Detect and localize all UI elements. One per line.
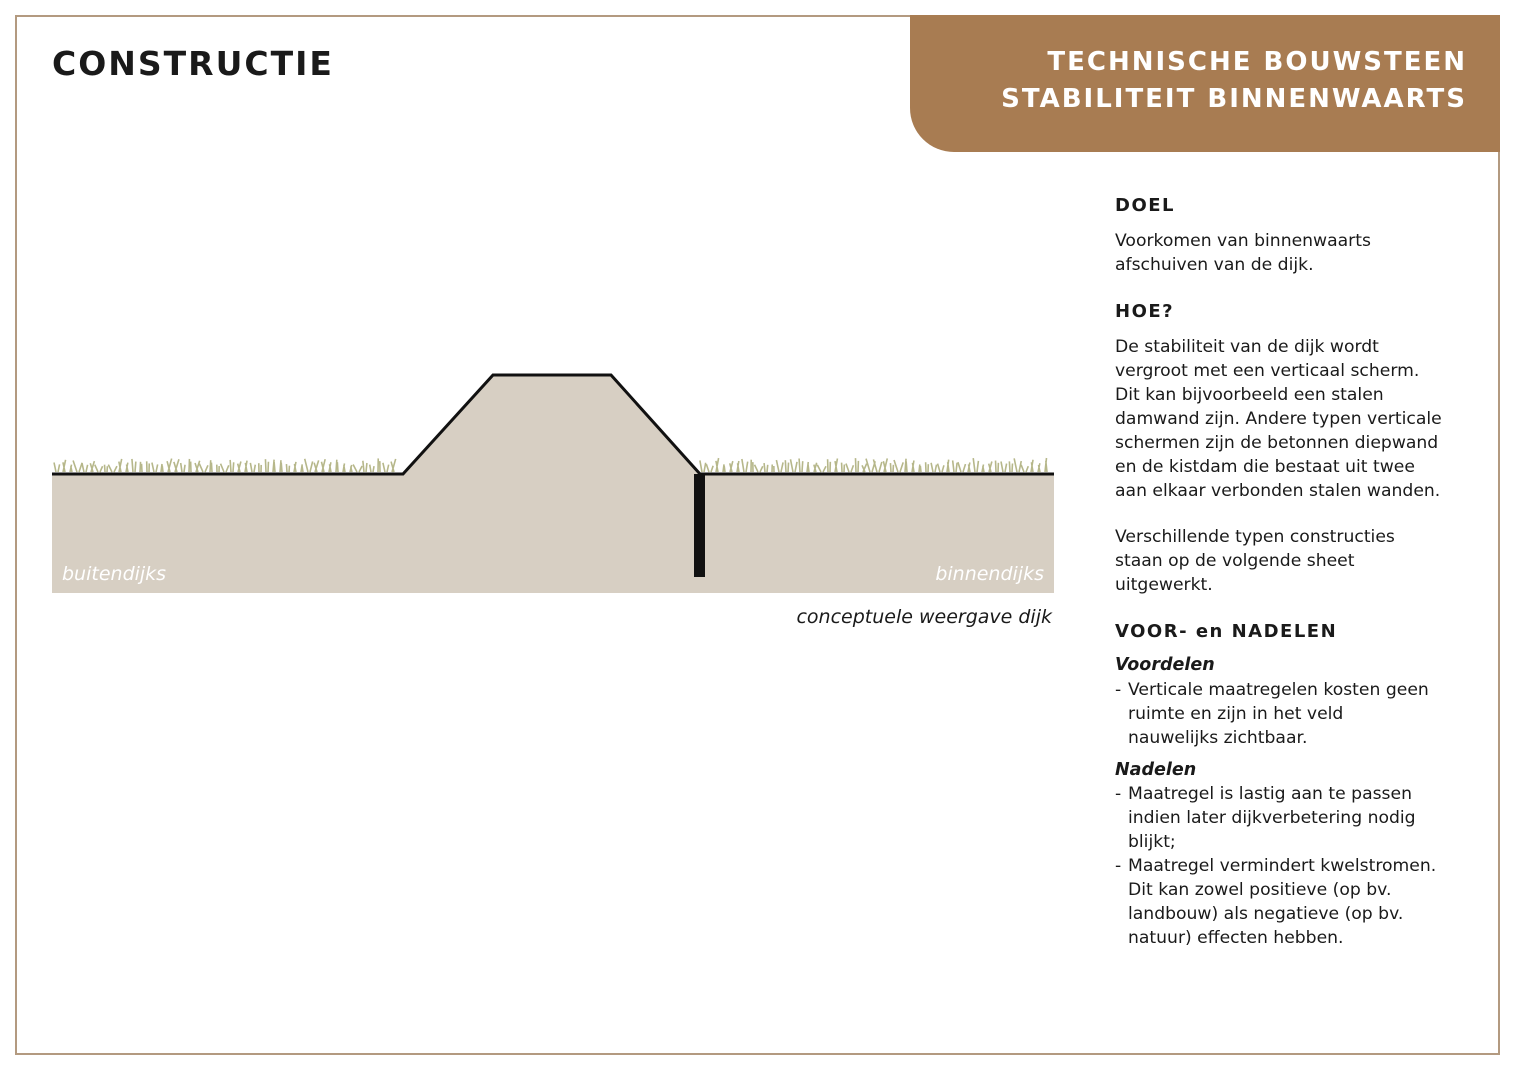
grass-tuft — [54, 462, 60, 472]
text-line: aan elkaar verbonden stalen wanden. — [1115, 481, 1441, 501]
grass-tuft — [799, 459, 803, 472]
grass-tuft — [314, 460, 319, 472]
grass-tuft — [280, 460, 282, 472]
grass-tuft — [989, 462, 992, 472]
text-line: indien later dijkverbetering nodig — [1128, 808, 1416, 828]
grass-tuft — [905, 459, 907, 472]
grass-tuft — [842, 463, 845, 472]
header-title-line1: TECHNISCHE BOUWSTEEN — [1047, 47, 1467, 77]
bullet-dash: - — [1115, 680, 1122, 700]
grass-tuft — [336, 460, 338, 472]
grass-tuft — [105, 465, 108, 472]
header-title-line2: STABILITEIT BINNENWAARTS — [1001, 84, 1467, 114]
text-line: Maatregel vermindert kwelstromen. — [1128, 856, 1437, 876]
grass-tuft — [947, 460, 949, 472]
grass-tuft — [63, 460, 66, 472]
grass-tuft — [785, 460, 788, 472]
text-line: Dit kan zowel positieve (op bv. — [1128, 880, 1392, 900]
grass-tuft — [132, 459, 136, 472]
grass-tuft — [152, 463, 158, 472]
grass-tuft — [329, 462, 331, 472]
voor-nadelen-heading: VOOR- en NADELEN — [1115, 621, 1338, 642]
hoe-text — [1115, 335, 1442, 503]
text-line: Verticale maatregelen kosten geen — [1128, 680, 1429, 700]
grass-tuft — [353, 464, 362, 472]
grass-tuft — [221, 464, 229, 472]
grass-tuft — [894, 460, 903, 472]
grass-tuft — [968, 462, 970, 472]
hoe-heading: HOE? — [1115, 301, 1175, 322]
text-line: staan op de volgende sheet — [1115, 551, 1355, 571]
grass-tuft — [181, 463, 185, 472]
grass-tuft — [772, 465, 774, 472]
grass-tuft — [1009, 461, 1012, 472]
diagram-caption: conceptuele weergave dijk — [796, 606, 1052, 628]
grass-tuft — [730, 461, 733, 472]
grass-tuft — [378, 458, 380, 472]
bullet-dash: - — [1115, 784, 1122, 804]
voordelen-label: Voordelen — [1115, 655, 1215, 675]
grass-tuft — [199, 464, 208, 472]
grass-tuft — [1014, 458, 1021, 472]
grass-tuft — [931, 463, 936, 472]
text-line: ruimte en zijn in het veld — [1128, 704, 1344, 724]
grass-tuft — [926, 462, 929, 472]
text-line: blijkt; — [1128, 832, 1176, 852]
grass-tuft — [828, 459, 831, 472]
grass-tuft — [294, 462, 296, 472]
text-line: damwand zijn. Andere typen verticale — [1115, 409, 1442, 429]
nadelen-label: Nadelen — [1115, 760, 1197, 780]
grass-tuft — [912, 461, 914, 472]
grass-tuft — [167, 459, 172, 472]
text-line: Verschillende typen constructies — [1115, 527, 1395, 547]
grass-tuft — [350, 465, 352, 472]
page-title: CONSTRUCTIE — [52, 44, 334, 83]
label-binnendijks: binnendijks — [935, 563, 1044, 585]
grass-tuft — [817, 465, 826, 472]
grass-tuft — [250, 463, 255, 472]
grass-tuft — [953, 460, 957, 472]
text-line: De stabiliteit van de dijk wordt — [1115, 337, 1379, 357]
dike-cross-section-diagram — [0, 0, 1100, 640]
text-line: afschuiven van de dijk. — [1115, 255, 1314, 275]
grass-tuft — [174, 459, 179, 472]
text-line: schermen zijn de betonnen diepwand — [1115, 433, 1439, 453]
grass-tuft — [108, 465, 117, 472]
grass-tuft — [723, 464, 725, 472]
grass-tuft — [890, 463, 893, 472]
grass-tuft — [958, 462, 966, 472]
text-line: Maatregel is lastig aan te passen — [1128, 784, 1412, 804]
hoe-text-2 — [1115, 525, 1395, 597]
label-buitendijks: buitendijks — [62, 563, 167, 585]
grass-tuft — [855, 458, 858, 472]
grass-tuft — [70, 465, 72, 472]
text-line: natuur) effecten hebben. — [1128, 928, 1344, 948]
grass-tuft — [776, 460, 783, 472]
doel-heading: DOEL — [1115, 195, 1176, 216]
grass-tuft — [126, 463, 128, 472]
grass-tuft — [363, 461, 367, 472]
grass-tuft — [1021, 465, 1028, 472]
grass-tuft — [301, 464, 303, 472]
grass-tuft — [742, 459, 748, 472]
grass-tuft — [919, 465, 921, 472]
text-line: Dit kan bijvoorbeeld een stalen — [1115, 385, 1384, 405]
grass-tuft — [846, 464, 853, 472]
grass-tuft — [259, 463, 261, 472]
grass-tuft — [973, 458, 978, 472]
grass-tuft — [883, 458, 887, 472]
grass-tuft — [321, 459, 325, 472]
grass-tuft — [1045, 458, 1047, 472]
text-line: nauwelijks zichtbaar. — [1128, 728, 1308, 748]
text-line: uitgewerkt. — [1115, 575, 1213, 595]
text-line: Voorkomen van binnenwaarts — [1115, 231, 1371, 251]
grass-tuft — [764, 463, 768, 472]
grass-tuft — [1038, 463, 1040, 472]
grass-tuft — [189, 459, 191, 472]
grass-tuft — [245, 461, 247, 472]
grass-tuft — [147, 461, 150, 472]
grass-tuft — [140, 462, 142, 472]
bullet-dash: - — [1115, 856, 1122, 876]
grass-tuft — [716, 458, 719, 472]
grass-tuft — [982, 464, 984, 472]
grass-tuft — [265, 459, 268, 472]
text-line: vergroot met een verticaal scherm. — [1115, 361, 1420, 381]
grass-tuft — [286, 464, 289, 472]
grass-tuft — [751, 460, 753, 472]
grass-tuft — [391, 459, 396, 472]
grass-tuft — [370, 465, 374, 472]
grass-tuft — [700, 460, 706, 472]
text-line: landbouw) als negatieve (op bv. — [1128, 904, 1404, 924]
grass-tuft — [195, 461, 200, 472]
grass-tuft — [790, 459, 797, 472]
grass-tuft — [862, 464, 867, 472]
grass-tuft — [238, 462, 241, 472]
grass-tuft — [873, 459, 881, 472]
grass-tuft — [305, 459, 313, 472]
grass-tuft — [343, 463, 345, 472]
grass-tuft — [90, 461, 94, 472]
grass-tuft — [95, 465, 103, 472]
grass-tuft — [82, 463, 88, 472]
grass-tuft — [1031, 460, 1033, 472]
grass-tuft — [383, 463, 389, 472]
grass-tuft — [737, 461, 739, 472]
grass-tuft — [217, 465, 219, 472]
grass-tuft — [273, 460, 275, 472]
grass-tuft — [835, 458, 837, 472]
grass-tuft — [938, 464, 944, 472]
grass-tuft — [119, 459, 122, 472]
vertical-screen — [694, 474, 705, 577]
doel-text — [1115, 229, 1371, 277]
grass-tuft — [814, 463, 817, 472]
dike-soil-body — [52, 375, 1054, 593]
grass-tuft — [996, 461, 999, 472]
grass-tuft — [230, 460, 234, 472]
grass-tuft — [161, 464, 163, 472]
grass-tuft — [73, 460, 82, 472]
grass-tuft — [210, 460, 212, 472]
grass-tuft — [706, 464, 713, 472]
grass-tuft — [807, 462, 809, 472]
text-line: en de kistdam die bestaat uit twee — [1115, 457, 1415, 477]
grass-tuft — [755, 465, 763, 472]
grass-tuft — [1001, 461, 1007, 472]
